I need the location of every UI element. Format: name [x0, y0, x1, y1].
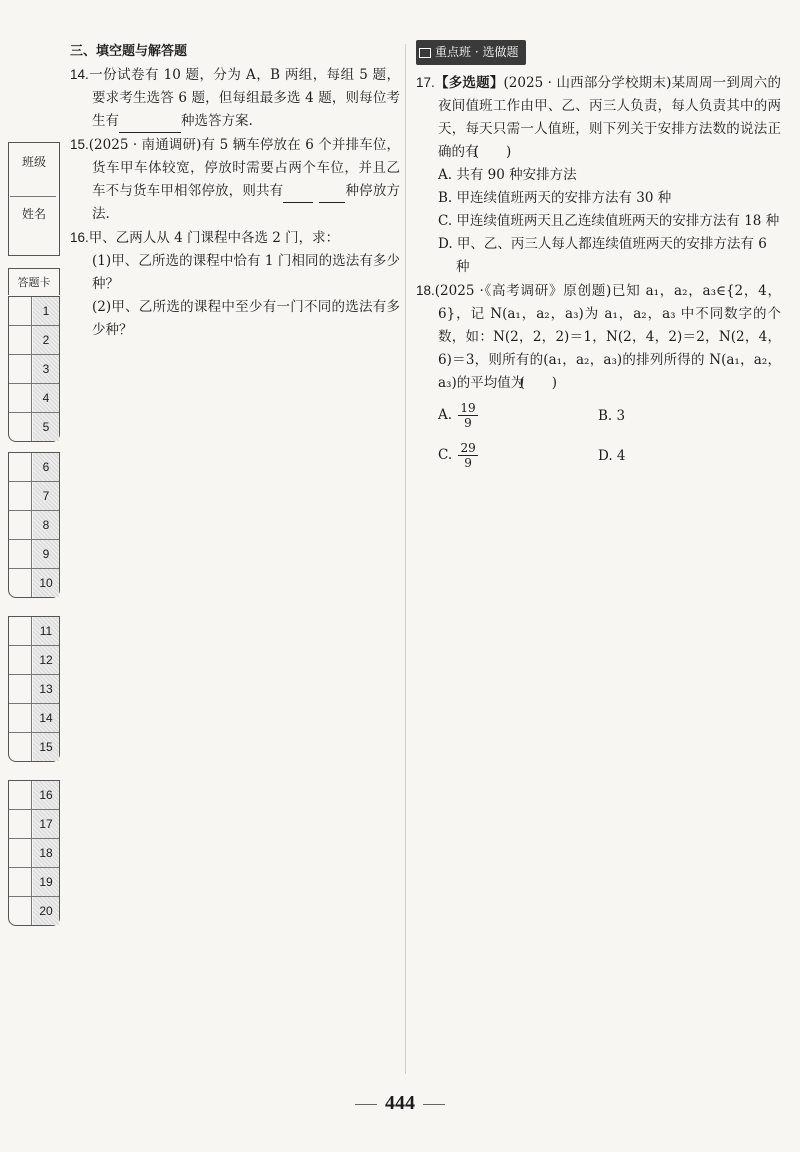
question-text: (2025 · 南通调研)有 5 辆车停放在 6 个并排车位，货车甲车体较宽，停放时需要占两个车位，并且乙车不与货车甲相邻停放，则共有	[88, 137, 400, 199]
section-badge	[416, 40, 526, 65]
option-d: D. 4	[598, 448, 626, 464]
denominator: 9	[464, 456, 472, 470]
option-label: A.	[438, 407, 453, 423]
answer-cell[interactable]	[9, 511, 59, 540]
answer-card-group-3	[8, 616, 60, 762]
left-column	[70, 40, 400, 342]
numerator: 19	[460, 401, 476, 415]
answer-cell[interactable]	[9, 897, 59, 925]
question-14	[70, 63, 400, 133]
column-divider	[405, 44, 406, 1074]
answer-cell-number: 8	[33, 511, 59, 539]
answer-cell-number: 16	[33, 781, 59, 809]
answer-cell-number: 1	[33, 297, 59, 325]
question-number: 15.	[70, 137, 89, 152]
answer-cell-number: 15	[33, 733, 59, 761]
option-a	[438, 401, 598, 431]
question-18	[416, 279, 781, 395]
question-text: 一份试卷有 10 题，分为 A，B 两组，每组 5 题，要求考生选答 6 题，但每组最多选 4 题，则每位考生有	[88, 67, 400, 129]
answer-cell-number: 3	[33, 355, 59, 383]
question-tag: 【多选题】	[434, 75, 504, 91]
page-number: 444	[385, 1092, 415, 1114]
page-footer	[0, 1092, 800, 1115]
answer-blank[interactable]	[319, 186, 345, 203]
badge-label: 重点班 · 选做题	[435, 45, 519, 59]
question-15	[70, 133, 400, 226]
answer-cell-number: 10	[33, 569, 59, 597]
answer-cell[interactable]	[9, 297, 59, 326]
answer-cell[interactable]	[9, 413, 59, 441]
answer-cell[interactable]	[9, 617, 59, 646]
option-c: C. 甲连续值班两天且乙连续值班两天的安排方法有 18 种	[438, 213, 780, 229]
answer-cell[interactable]	[9, 646, 59, 675]
question-number: 18.	[416, 283, 435, 298]
answer-cell-number: 7	[33, 482, 59, 510]
fraction	[458, 441, 477, 470]
answer-paren[interactable]: ( )	[473, 144, 512, 160]
answer-cell-number: 18	[33, 839, 59, 867]
answer-cell[interactable]	[9, 355, 59, 384]
answer-blank[interactable]	[283, 186, 313, 203]
answer-cell[interactable]	[9, 569, 59, 597]
answer-cell[interactable]	[9, 482, 59, 511]
answer-cell[interactable]	[9, 326, 59, 355]
question-text: (2025 · 山西部分学校期末)某周周一到周六的夜间值班工作由甲、乙、丙三人负责，每人负责其中的两天，每天只需一人值班，则下列关于安排方法数的说法正确的有	[438, 75, 782, 160]
option-d: D. 甲、乙、丙三人每人都连续值班两天的安排方法有 6 种	[438, 236, 767, 275]
answer-cell-number: 4	[33, 384, 59, 412]
question-text: 种停放方法.	[92, 183, 401, 222]
question-stem: 甲、乙两人从 4 门课程中各选 2 门，求：	[88, 230, 340, 246]
question-text: 种选答方案.	[181, 113, 253, 129]
answer-cell-number: 14	[33, 704, 59, 732]
answer-cell[interactable]	[9, 810, 59, 839]
question-number: 16.	[70, 230, 89, 245]
option-b: B. 甲连续值班两天的安排方法有 30 种	[438, 190, 672, 206]
answer-cell[interactable]	[9, 781, 59, 810]
question-number: 14.	[70, 67, 89, 82]
option-label: C.	[438, 447, 453, 463]
answer-cell-number: 5	[33, 413, 59, 441]
answer-cell-number: 19	[33, 868, 59, 896]
footer-dash	[355, 1104, 377, 1105]
option-b: B. 3	[598, 408, 626, 424]
answer-cell[interactable]	[9, 868, 59, 897]
right-column	[416, 40, 781, 471]
answer-cell[interactable]	[9, 839, 59, 868]
question-16-sub2: (2)甲、乙所选的课程中至少有一门不同的选法有多少种？	[92, 299, 400, 338]
name-label: 姓名	[21, 207, 46, 221]
answer-cell[interactable]	[9, 733, 59, 761]
footer-dash	[423, 1104, 445, 1105]
class-line	[10, 196, 56, 197]
answer-cell-number: 6	[33, 453, 59, 481]
answer-cell[interactable]	[9, 384, 59, 413]
section-title: 三、填空题与解答题	[70, 44, 188, 59]
answer-cell-number: 17	[33, 810, 59, 838]
answer-cell-number: 12	[33, 646, 59, 674]
answer-card-group-1	[8, 296, 60, 442]
answer-blank[interactable]	[119, 116, 181, 133]
denominator: 9	[464, 416, 472, 430]
option-a: A. 共有 90 种安排方法	[438, 167, 577, 183]
answer-cell-number: 20	[33, 897, 59, 925]
answer-cell-number: 9	[33, 540, 59, 568]
answer-cell-number: 13	[33, 675, 59, 703]
answer-cell[interactable]	[9, 453, 59, 482]
option-c	[438, 441, 598, 471]
question-17	[416, 71, 781, 164]
answer-card-group-4	[8, 780, 60, 926]
answer-paren[interactable]: ( )	[519, 375, 557, 391]
question-18-options	[438, 401, 781, 471]
answer-card-label: 答题卡	[8, 268, 60, 295]
book-icon	[419, 48, 431, 58]
answer-cell[interactable]	[9, 540, 59, 569]
fraction	[458, 401, 477, 430]
question-text: (2025 ·《高考调研》原创题)已知 a₁，a₂，a₃∈{2，4，6}，记 N(a₁，a₂，a₃)为 a₁，a₂，a₃ 中不同数字的个数，如：N(2，2，2)＝1，N(2，4，2)＝2，N(2，4，6)＝3，则所有的(a₁，a₂，a₃)的排列所得的 N(a₁，a₂，a₃)的平均值为	[434, 283, 781, 391]
answer-cell-number: 2	[33, 326, 59, 354]
question-16	[70, 226, 400, 250]
answer-card-group-2	[8, 452, 60, 598]
question-16-sub1: (1)甲、乙所选的课程中恰有 1 门相同的选法有多少种？	[92, 253, 400, 292]
answer-cell[interactable]	[9, 704, 59, 733]
answer-cell[interactable]	[9, 675, 59, 704]
answer-cell-number: 11	[33, 617, 59, 645]
question-number: 17.	[416, 75, 435, 90]
numerator: 29	[460, 441, 476, 455]
class-label: 班级	[21, 155, 46, 169]
